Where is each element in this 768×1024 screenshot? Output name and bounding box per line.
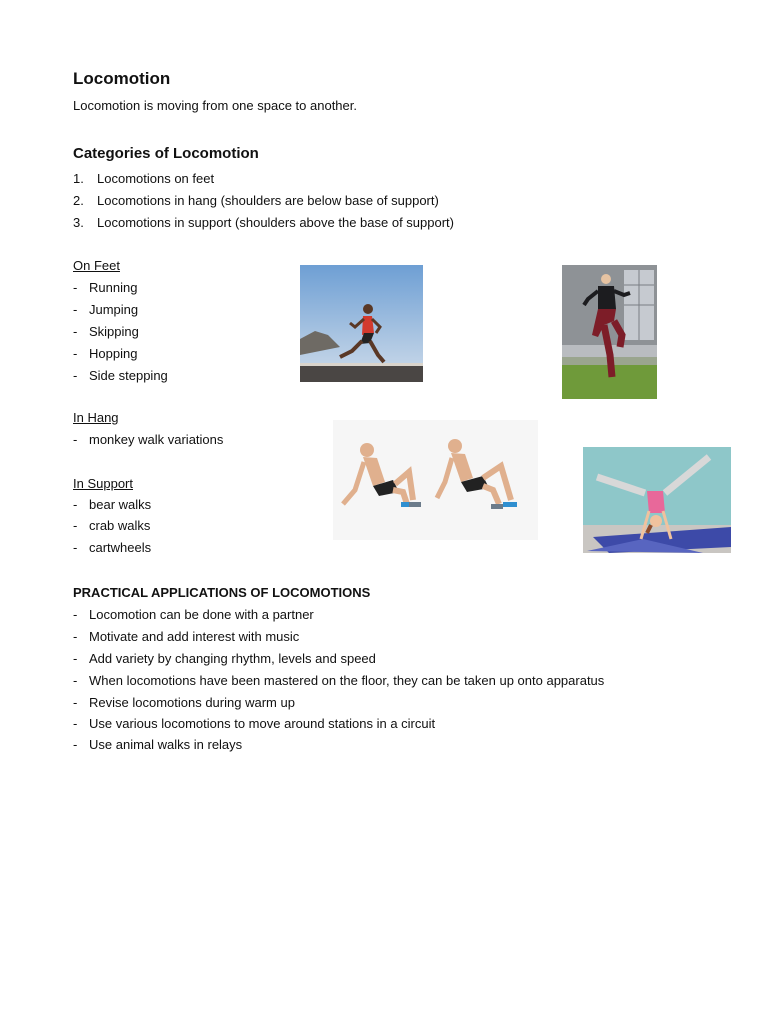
list-item (73, 368, 168, 384)
list-item-text: cartwheels (89, 540, 152, 555)
list-item-text: Jumping (89, 302, 139, 317)
list-number: 2. (73, 193, 84, 208)
intro-text: Locomotion is moving from one space to another. (73, 98, 357, 113)
list-item-text: monkey walk variations (89, 432, 224, 447)
dash-bullet: - (73, 673, 78, 688)
in-support-heading: In Support (73, 476, 133, 491)
list-item-text: Skipping (89, 324, 139, 339)
dash-bullet: - (73, 432, 78, 447)
dash-bullet: - (73, 540, 78, 555)
dash-bullet: - (73, 607, 78, 622)
category-item (73, 193, 439, 209)
dash-bullet: - (73, 497, 78, 512)
dash-bullet: - (73, 518, 78, 533)
list-item (73, 737, 242, 753)
list-item (73, 540, 151, 556)
list-number: 1. (73, 171, 84, 186)
on-feet-heading: On Feet (73, 258, 120, 273)
list-item (73, 324, 139, 340)
dash-bullet: - (73, 695, 78, 710)
list-item-text: Motivate and add interest with music (89, 629, 300, 644)
list-item-text: Locomotion can be done with a partner (89, 607, 314, 622)
dash-bullet: - (73, 737, 78, 752)
list-number: 3. (73, 215, 84, 230)
list-item (73, 673, 604, 689)
cartwheel-illustration (583, 447, 731, 553)
list-item-text: Revise locomotions during warm up (89, 695, 295, 710)
crab-walk-illustration (333, 420, 538, 540)
list-item-text: Locomotions in support (shoulders above the base of support) (97, 215, 454, 230)
categories-heading: Categories of Locomotion (73, 145, 259, 162)
list-item-text: Side stepping (89, 368, 168, 383)
list-item-text: Use various locomotions to move around stations in a circuit (89, 716, 436, 731)
category-item (73, 171, 214, 187)
in-hang-heading: In Hang (73, 410, 119, 425)
list-item-text: Running (89, 280, 138, 295)
list-item (73, 497, 151, 513)
list-item-text: Locomotions on feet (97, 171, 215, 186)
list-item (73, 716, 435, 732)
list-item (73, 280, 137, 296)
category-item (73, 215, 454, 231)
list-item-text: Locomotions in hang (shoulders are below base of support) (97, 193, 439, 208)
dash-bullet: - (73, 280, 78, 295)
list-item-text: When locomotions have been mastered on the floor, they can be taken up onto apparatus (89, 673, 605, 688)
list-item (73, 695, 295, 711)
dash-bullet: - (73, 629, 78, 644)
page-title: Locomotion (73, 69, 171, 88)
dash-bullet: - (73, 368, 78, 383)
dash-bullet: - (73, 346, 78, 361)
list-item (73, 629, 299, 645)
list-item (73, 346, 137, 362)
practical-heading: PRACTICAL APPLICATIONS OF LOCOMOTIONS (73, 585, 371, 600)
list-item-text: crab walks (89, 518, 151, 533)
list-item-text: Use animal walks in relays (89, 737, 243, 752)
runner-photo (300, 265, 423, 382)
list-item-text: Hopping (89, 346, 138, 361)
jumping-woman-photo (562, 265, 657, 399)
list-item (73, 302, 138, 318)
dash-bullet: - (73, 651, 78, 666)
dash-bullet: - (73, 716, 78, 731)
list-item-text: bear walks (89, 497, 152, 512)
list-item (73, 518, 150, 534)
dash-bullet: - (73, 302, 78, 317)
list-item-text: Add variety by changing rhythm, levels and speed (89, 651, 376, 666)
list-item (73, 432, 223, 448)
list-item (73, 651, 376, 667)
list-item (73, 607, 314, 623)
dash-bullet: - (73, 324, 78, 339)
